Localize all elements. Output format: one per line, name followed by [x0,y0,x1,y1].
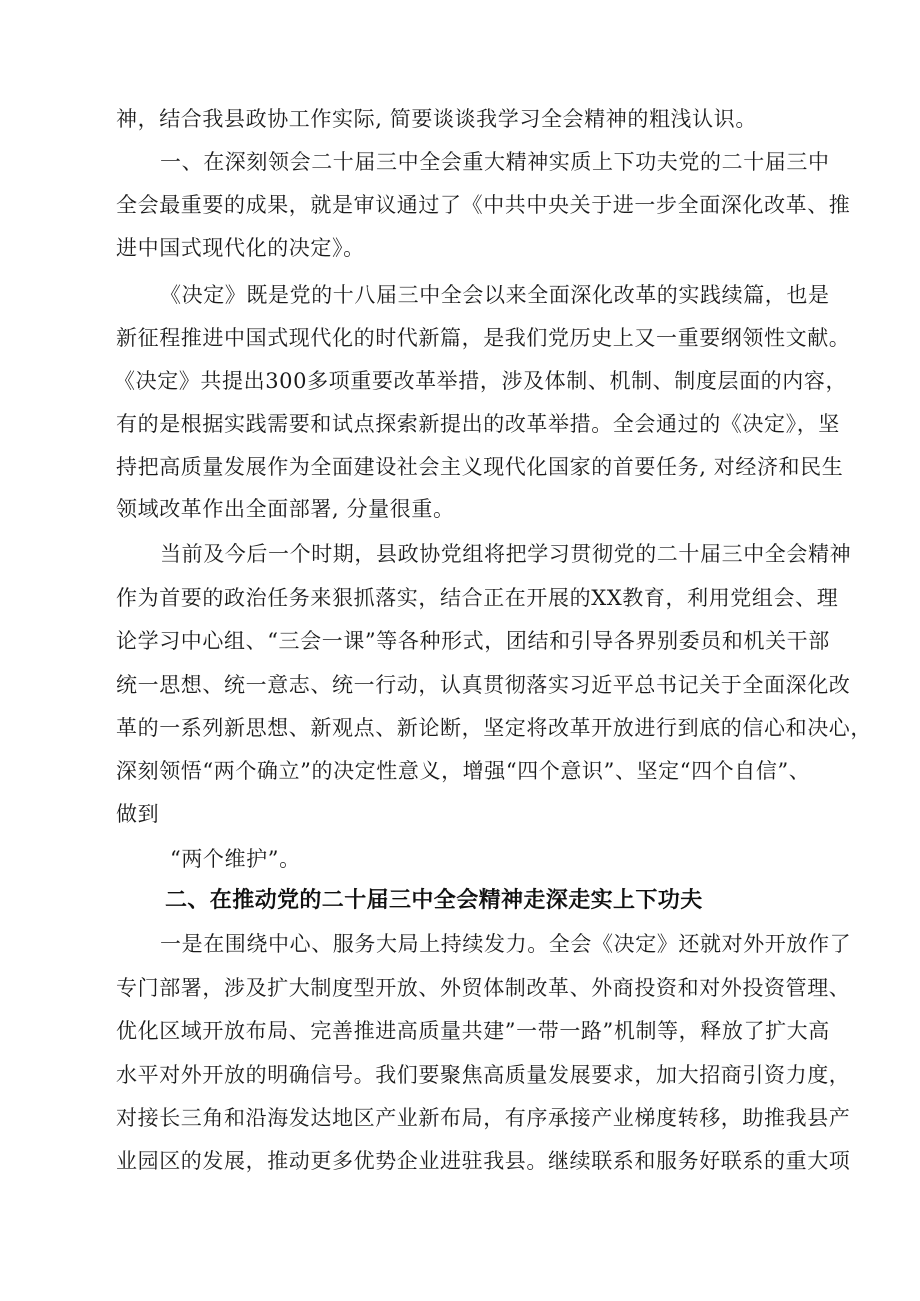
section-one-title-line: 一、在深刻领会二十届三中全会重大精神实质上下功夫党的二十届三中 [160,150,830,174]
text-line: 统一思想、统一意志、统一行动，认真贯彻落实习近平总书记关于全面深化改 [116,673,851,697]
text-line: 《决定》共提出300多项重要改革举措，涉及体制、机制、制度层面的内容， [114,369,848,393]
text-line: 做到 [116,802,160,826]
text-line: 水平对外开放的明确信号。我们要聚焦高质量发展要求，加大招商引资力度， [116,1063,851,1087]
text-line: 领域改革作出全面部署, 分量很重。 [116,497,455,521]
text-line: 进中国式现代化的决定》。 [116,236,365,260]
text-line: 作为首要的政治任务来狠抓落实，结合正在开展的XX教育，利用党组会、理 [116,586,839,610]
text-line: 业园区的发展，推动更多优势企业进驻我县。继续联系和服务好联系的重大项 [116,1149,851,1173]
text-line: 优化区域开放布局、完善推进高质量共建”一带一路”机制等，释放了扩大高 [116,1019,830,1043]
section-two-heading: 二、在推动党的二十届三中全会精神走深走实上下功夫 [165,888,703,913]
text-line: 深刻领悟“两个确立”的决定性意义，增强“四个意识”、坚定“四个自信”、 [116,759,811,783]
text-line: 有的是根据实践需要和试点探索新提出的改革举措。全会通过的《决定》，坚 [116,412,840,436]
text-line: 新征程推进中国式现代化的时代新篇，是我们党历史上又一重要纲领性文献。 [116,326,851,350]
text-line: 专门部署，涉及扩大制度型开放、外贸体制改革、外商投资和对外投资管理、 [116,976,851,1000]
text-line: 一是在围绕中心、服务大局上持续发力。全会《决定》还就对外开放作了 [160,932,852,956]
text-line: 持把高质量发展作为全面建设社会主义现代化国家的首要任务, 对经济和民生 [116,455,844,479]
text-line: 革的一系列新思想、新观点、新论断，坚定将改革开放进行到底的信心和决心， [116,716,872,740]
text-line: 《决定》既是党的十八届三中全会以来全面深化改革的实践续篇，也是 [160,283,830,307]
text-line: 全会最重要的成果，就是审议通过了《中共中央关于进一步全面深化改革、推 [116,193,851,217]
text-line: “两个维护”。 [170,847,301,871]
text-line: 对接长三角和沿海发达地区产业新布局，有序承接产业梯度转移，助推我县产 [116,1106,851,1130]
text-line: 当前及今后一个时期，县政协党组将把学习贯彻党的二十届三中全会精神 [160,542,852,566]
text-line: 神，结合我县政协工作实际, 简要谈谈我学习全会精神的粗浅认识。 [116,107,757,131]
text-line: 论学习中心组、“三会一课”等各种形式，团结和引导各界别委员和机关干部 [116,629,830,653]
